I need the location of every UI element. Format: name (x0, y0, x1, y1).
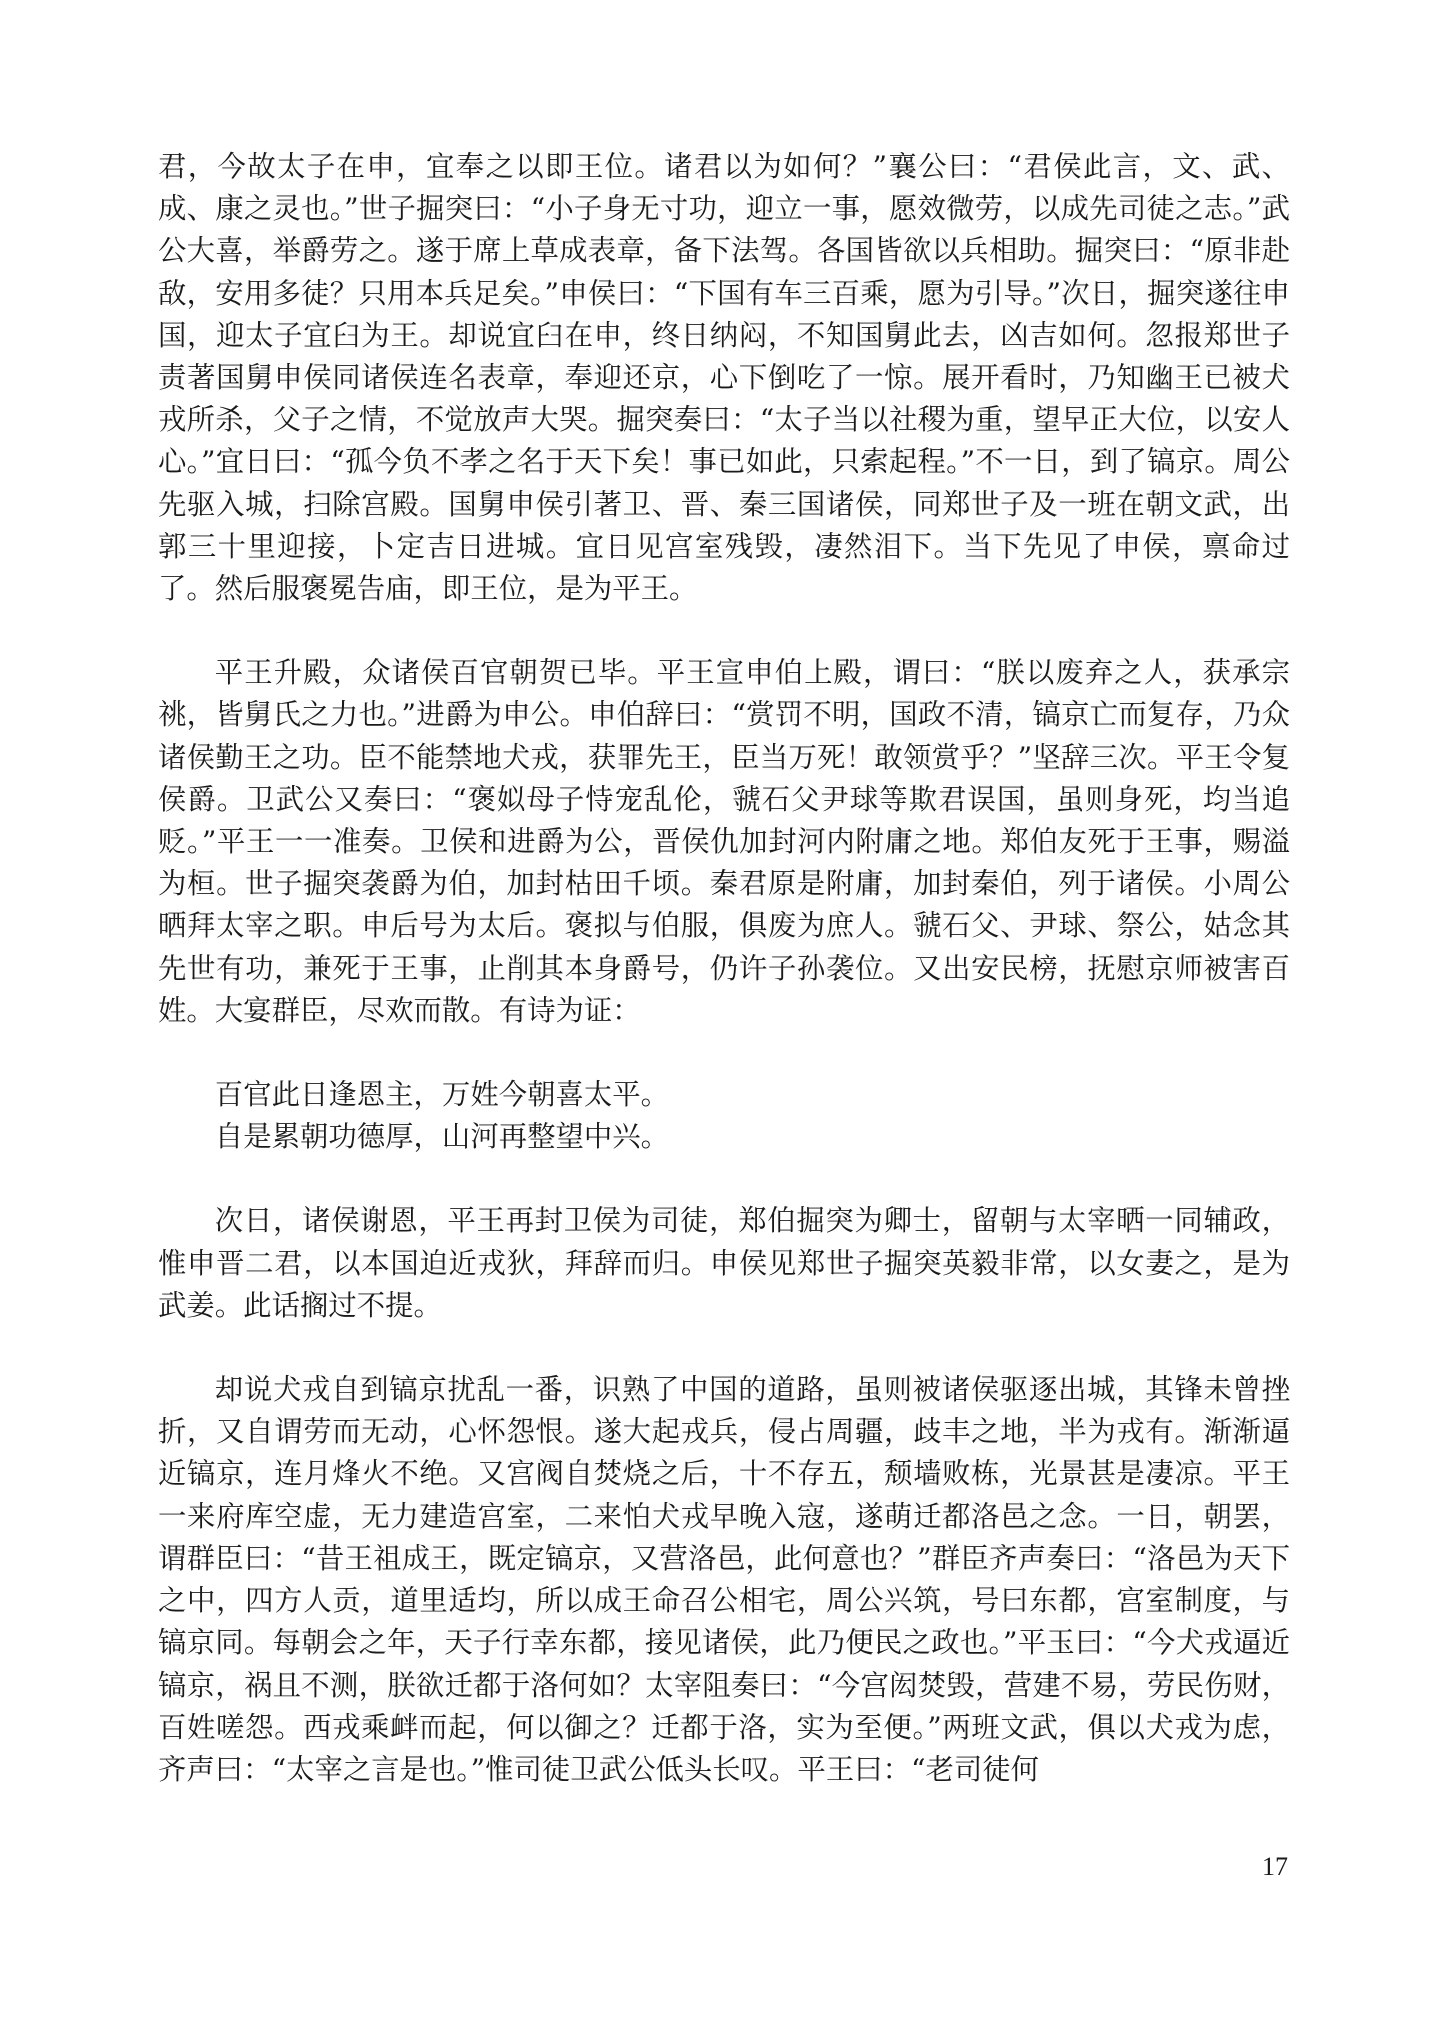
paragraph-4: 却说犬戎自到镐京扰乱一番，识熟了中国的道路，虽则被诸侯驱逐出城，其锋未曾挫折，又自谓劳而无动，心怀怨恨。遂大起戎兵，侵占周疆，歧丰之地，半为戎有。渐渐逼近镐京，连月烽火不绝。又宫阀自焚烧之后，十不存五，颓墙败栋，光景甚是凄凉。平王一来府库空虚，无力建造宫室，二来怕犬戎早晚入寇，遂萌迁都洛邑之念。一日，朝罢，谓群臣曰：“昔王祖成王，既定镐京，又营洛邑，此何意也？”群臣齐声奏曰：“洛邑为天下之中，四方人贡，道里适均，所以成王命召公相宅，周公兴筑，号曰东都，宫室制度，与镐京同。每朝会之年，天子行幸东都，接见诸侯，此乃便民之政也。”平玉曰：“今犬戎逼近镐京，祸且不测，朕欲迁都于洛何如？太宰阻奏曰：“今宫闳焚毁，营建不易，劳民伤财，百姓嗟怨。西戎乘衅而起，何以御之？迁都于洛，实为至便。”两班文武，俱以犬戎为虑，齐声曰：“太宰之言是也。”惟司徒卫武公低头长叹。平王曰：“老司徒何 (158, 1373, 1290, 1786)
page-body (158, 146, 1290, 1791)
page-number: 17 (1262, 1852, 1288, 1881)
paragraph-gap (158, 1032, 1290, 1074)
paragraph-gap (158, 610, 1290, 652)
paragraph-2: 平王升殿，众诸侯百官朝贺已毕。平王宣申伯上殿，谓曰：“朕以废弃之人，获承宗祧，皆舅氏之力也。”进爵为申公。申伯辞曰：“赏罚不明，国政不清，镐京亡而复存，乃众诸侯勤王之功。臣不能禁地犬戎，获罪先王，臣当万死！敢领赏乎？”坚辞三次。平王令复侯爵。卫武公又奏曰：“褒姒母子恃宠乱伦，虢石父尹球等欺君误国，虽则身死，均当追贬。”平王一一准奏。卫侯和进爵为公，晋侯仇加封河内附庸之地。郑伯友死于王事，赐溢为桓。世子掘突袭爵为伯，加封枯田千顷。秦君原是附庸，加封秦伯，列于诸侯。小周公晒拜太宰之职。申后号为太后。褒拟与伯服，俱废为庶人。虢石父、尹球、祭公，姑念其先世有功，兼死于王事，止削其本身爵号，仍许子孙袭位。又出安民榜，抚慰京师被害百姓。大宴群臣，尽欢而散。有诗为证： (158, 656, 1290, 1027)
poem-line-1: 百官此日逢恩主，万姓今朝喜太平。 (214, 1078, 670, 1112)
paragraph-gap (158, 1327, 1290, 1369)
paragraph-gap (158, 1158, 1290, 1200)
paragraph-1: 君，今故太子在申，宜奉之以即王位。诸君以为如何？”襄公曰：“君侯此言，文、武、成、康之灵也。”世子掘突曰：“小子身无寸功，迎立一事，愿效微劳，以成先司徒之志。”武公大喜，举爵劳之。遂于席上草成表章，备下法驾。各国皆欲以兵相助。掘突曰：“原非赴敌，安用多徒？只用本兵足矣。”申侯曰：“下国有车三百乘，愿为引导。”次日，掘突遂往申国，迎太子宜臼为王。却说宜臼在申，终日纳闷，不知国舅此去，凶吉如何。忽报郑世子责著国舅申侯同诸侯连名表章，奉迎还京，心下倒吃了一惊。展开看时，乃知幽王已被犬戎所杀，父子之情，不觉放声大哭。掘突奏曰：“太子当以社稷为重，望早正大位，以安人心。”宜日曰：“孤今负不孝之名于天下矣！事已如此，只索起程。”不一日，到了镐京。周公先驱入城，扫除宫殿。国舅申侯引著卫、晋、秦三国诸侯，同郑世子及一班在朝文武，出郭三十里迎接，卜定吉日进城。宜日见宫室残毁，凄然泪下。当下先见了申侯，禀命过了。然后服褒冕告庙，即王位，是为平王。 (158, 150, 1290, 606)
poem-line-2: 自是累朝功德厚，山河再整望中兴。 (214, 1120, 670, 1154)
paragraph-3: 次日，诸侯谢恩，平王再封卫侯为司徒，郑伯掘突为卿士，留朝与太宰晒一同辅政，惟申晋二君，以本国迫近戎狄，拜辞而归。申侯见郑世子掘突英毅非常，以女妻之，是为武姜。此话搁过不提。 (158, 1204, 1290, 1322)
